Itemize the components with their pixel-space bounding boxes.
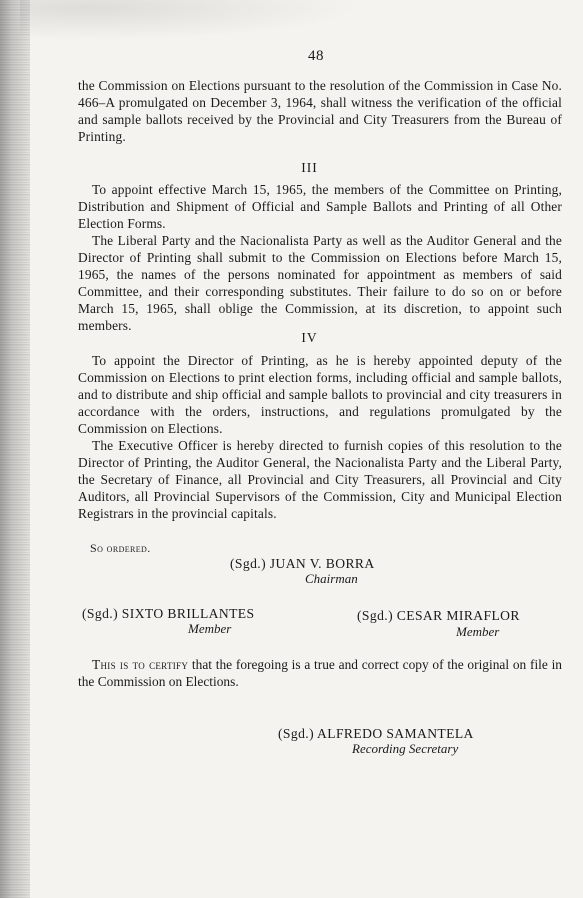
paragraph-text: To appoint effective March 15, 1965, the members of the Committee on Printing, Distribution and Shipment of Official and Sample Ballots and Printing of all Other Election Forms. bbox=[78, 182, 562, 231]
section-iii-body bbox=[78, 181, 562, 334]
certification-text bbox=[78, 656, 562, 690]
section-heading-iii: III bbox=[301, 160, 318, 175]
section-iv-body bbox=[78, 352, 562, 522]
binding-edge-shadow bbox=[0, 0, 30, 898]
chairman-signature: (Sgd.) JUAN V. BORRA bbox=[230, 556, 375, 571]
chairman-role: Chairman bbox=[305, 571, 358, 586]
paragraph-text: The Liberal Party and the Nacionalista Party as well as the Auditor General and the Director of Printing shall submit to the Commission on Elections before March 15, 1965, the names of the persons nominated for appointment as members of said Committee, and their corresponding substitutes. Their failure to do so on or before March 15, 1965, shall oblige the Commission, at its discretion, to appoint such members. bbox=[78, 233, 562, 333]
section-heading-iv: IV bbox=[301, 330, 318, 345]
certification-paragraph bbox=[78, 656, 562, 690]
secretary-signature: (Sgd.) ALFREDO SAMANTELA bbox=[278, 726, 474, 741]
paragraph-text: To appoint the Director of Printing, as he is hereby appointed deputy of the Commission on Elections to print election forms, including official and sample ballots, and to distribute and ship official and sample ballots to provincial and city treasurers in accordance with the orders, instructions, and regulations promulgated by the Commission on Elections. bbox=[78, 353, 562, 436]
so-ordered-line: So ordered. bbox=[90, 541, 151, 555]
certify-body: that the foregoing is a true and correct copy of the original on file in the Commission on Elections. bbox=[78, 657, 562, 689]
member-role-brillantes: Member bbox=[188, 621, 232, 636]
certify-lead: This is to certify bbox=[92, 657, 189, 672]
paragraph-text: The Executive Officer is hereby directed to furnish copies of this resolution to the Director of Printing, the Auditor General, the Nacionalista Party and the Liberal Party, the Secretary of Finance, all Provincial and City Treasurers, all Provincial and City Auditors, all Provincial Supervisors of the Commission, City and Municipal Election Registrars in the provincial capitals. bbox=[78, 438, 562, 521]
member-role-miraflor: Member bbox=[456, 624, 500, 639]
member-signature-miraflor: (Sgd.) CESAR MIRAFLOR bbox=[357, 608, 520, 623]
continued-paragraph bbox=[78, 77, 562, 145]
member-signature-brillantes: (Sgd.) SIXTO BRILLANTES bbox=[82, 606, 255, 621]
paper-speckle bbox=[20, 0, 360, 40]
paragraph-text: the Commission on Elections pursuant to the resolution of the Commission in Case No. 466–A promulgated on December 3, 1964, shall witness the verification of the official and sample ballots received by the Provincial and City Treasurers from the Bureau of Printing. bbox=[78, 78, 562, 144]
secretary-role: Recording Secretary bbox=[352, 741, 459, 756]
page-number: 48 bbox=[308, 48, 324, 64]
